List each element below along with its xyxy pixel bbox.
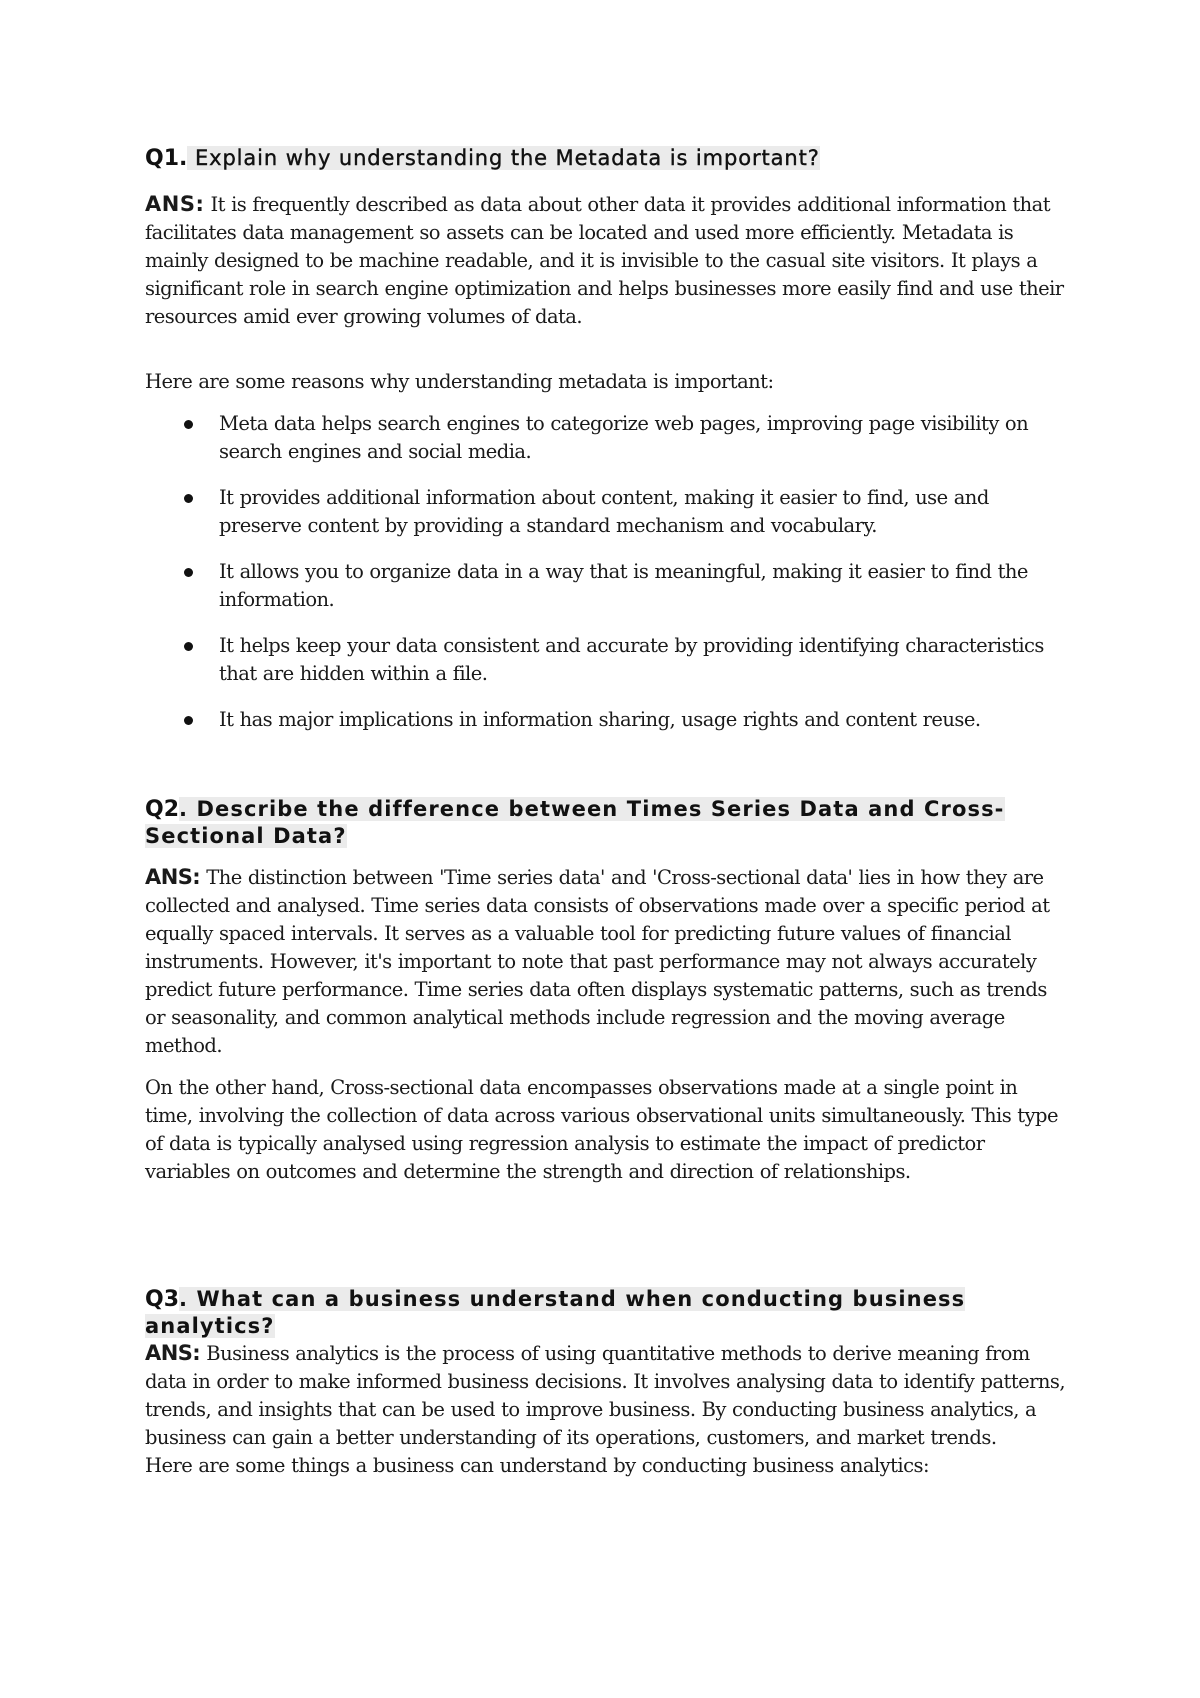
question-1-section xyxy=(145,145,1070,734)
answer-1-paragraph xyxy=(145,190,1070,331)
answer-1-text: It is frequently described as data about other data it provides additional information that facilitates data management so assets can be located and used more efficiently. Metadata is mainly designed to be machine readable, and it is invisible to the casual site visitors. It plays a significant role in search engine optimization and helps businesses more easily find and use their resources amid ever growing volumes of data. xyxy=(145,193,1064,328)
list-item xyxy=(145,558,1070,614)
list-item-text: It allows you to organize data in a way that is meaningful, making it easier to find the information. xyxy=(219,560,1028,611)
question-2-section xyxy=(145,796,1070,1186)
answer-3-text: Business analytics is the process of using quantitative methods to derive meaning from data in order to make informed business decisions. It involves analysing data to identify patterns, trends, and insights that can be used to improve business. By conducting business analytics, a business can gain a better understanding of its operations, customers, and market trends. xyxy=(145,1342,1065,1449)
list-item xyxy=(145,484,1070,540)
answer-2-paragraph-2: On the other hand, Cross-sectional data encompasses observations made at a single point in time, involving the collection of data across various observational units simultaneously. This type of data is typically analysed using regression analysis to estimate the impact of predictor variables on outcomes and determine the strength and direction of relationships. xyxy=(145,1076,1058,1183)
list-item xyxy=(145,632,1070,688)
question-2-heading xyxy=(145,796,1070,849)
reasons-list xyxy=(145,410,1070,734)
answer-2-text: The distinction between 'Time series data' and 'Cross-sectional data' lies in how they are collected and analysed. Time series data consists of observations made over a specific period at equally spaced intervals. It serves as a valuable tool for predicting future values of financial instruments. However, it's important to note that past performance may not always accurately predict future performance. Time series data often displays systematic patterns, such as trends or seasonality, and common analytical methods include regression and the moving average method. xyxy=(145,866,1050,1057)
bullet-icon xyxy=(184,642,193,651)
question-3-text: . What can a business understand when conducting business analytics? xyxy=(145,1287,966,1338)
answer-3-label: ANS: xyxy=(145,1341,201,1365)
list-item xyxy=(145,410,1070,466)
answer-1-label: ANS: xyxy=(145,192,205,216)
question-2-text: . Describe the difference between Times Series Data and Cross-Sectional Data? xyxy=(145,797,1005,848)
question-1-number: Q1. xyxy=(145,146,188,171)
things-intro: Here are some things a business can understand by conducting business analytics: xyxy=(145,1454,929,1477)
bullet-icon xyxy=(184,716,193,725)
question-3-number: Q3 xyxy=(145,1287,180,1312)
list-item-text: It helps keep your data consistent and accurate by providing identifying characteristics that are hidden within a file. xyxy=(219,634,1044,685)
answer-3-paragraph xyxy=(145,1339,1070,1452)
list-item-text: Meta data helps search engines to categorize web pages, improving page visibility on search engines and social media. xyxy=(219,412,1029,463)
question-2-number: Q2 xyxy=(145,797,180,822)
list-item-text: It provides additional information about content, making it easier to find, use and preserve content by providing a standard mechanism and vocabulary. xyxy=(219,486,989,537)
bullet-icon xyxy=(184,494,193,503)
question-3-heading xyxy=(145,1286,1070,1339)
answer-2-label: ANS: xyxy=(145,865,201,889)
answer-2-paragraph xyxy=(145,863,1070,1060)
question-1-heading xyxy=(145,145,1070,172)
bullet-icon xyxy=(184,568,193,577)
question-3-section xyxy=(145,1286,1070,1480)
bullet-icon xyxy=(184,420,193,429)
document-page xyxy=(145,145,1070,1480)
reasons-intro: Here are some reasons why understanding metadata is important: xyxy=(145,370,774,393)
list-item xyxy=(145,706,1070,734)
list-item-text: It has major implications in information sharing, usage rights and content reuse. xyxy=(219,708,981,731)
question-1-text: Explain why understanding the Metadata is important? xyxy=(187,146,820,170)
